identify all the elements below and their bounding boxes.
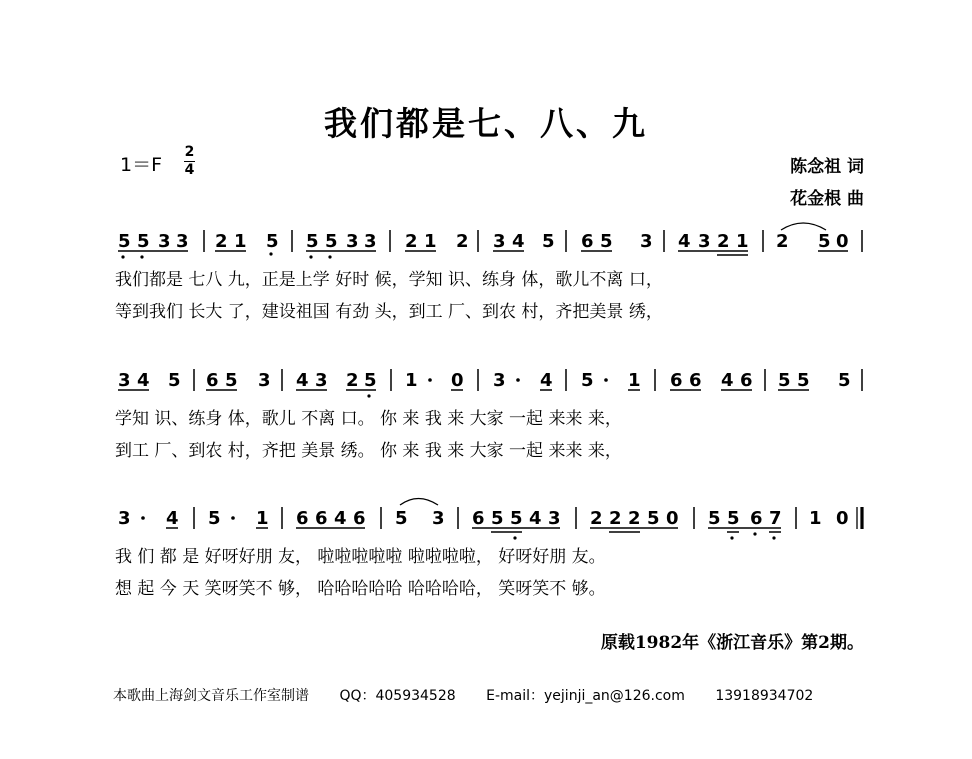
note: 5 (647, 508, 660, 529)
note: 6 (353, 508, 366, 529)
measure-1-8 (776, 223, 849, 252)
source-note: 原载1982年《浙江音乐》第2期。 (600, 633, 864, 653)
measure-2-2 (206, 370, 271, 391)
note: 6 (296, 508, 309, 529)
time-signature-bottom: 4 (184, 162, 195, 178)
note: 1 (256, 508, 269, 529)
note: 5 (600, 231, 613, 252)
note: 0 (451, 370, 464, 391)
note: 5 (137, 231, 150, 252)
note: 5 (778, 370, 791, 391)
measure-3-7 (708, 508, 782, 540)
note: 7 (769, 508, 782, 529)
note: 6 (315, 508, 328, 529)
note: 2 (215, 231, 228, 252)
note: 6 (689, 370, 702, 391)
measure-2-3 (296, 370, 377, 398)
note: 5 (581, 370, 594, 391)
note: 5 (510, 508, 523, 529)
note: 3 (493, 231, 506, 252)
note: 3 (346, 231, 359, 252)
measure-2-6 (581, 370, 641, 391)
lyrics-row-2-verse-1: 学知 识、练身 体，歌儿 不离 口。 你 来 我 来 大家 一起 来来 来， (115, 409, 622, 429)
note: 5 (708, 508, 721, 529)
lyrics-row-3-verse-2: 想 起 今 天 笑呀笑不 够， 哈哈哈哈哈 哈哈哈哈， 笑呀笑不 够。 (115, 579, 606, 599)
note: 5 (168, 370, 181, 391)
note: 2 (405, 231, 418, 252)
composer-credit: 花金根 曲 (790, 189, 864, 209)
measure-3-6 (590, 508, 679, 532)
note: 4 (512, 231, 525, 252)
note: 0 (666, 508, 679, 529)
note: 5 (797, 370, 810, 391)
measure-1-5 (493, 231, 555, 252)
measure-3-3 (296, 508, 366, 529)
measure-2-4 (405, 370, 464, 391)
footer (113, 685, 839, 705)
note: 3 (176, 231, 189, 252)
measure-2-5 (493, 370, 553, 391)
footer-qq: QQ：405934528 (339, 688, 456, 704)
measure-1-4 (405, 231, 469, 252)
note: 5 (266, 231, 279, 252)
measure-3-1 (118, 508, 179, 529)
note: 0 (836, 231, 849, 252)
note: 2 (590, 508, 603, 529)
note: 4 (296, 370, 309, 391)
footer-studio: 本歌曲上海剑文音乐工作室制谱 (113, 688, 309, 704)
note: 3 (118, 508, 131, 529)
note: 3 (432, 508, 445, 529)
note: 3 (364, 231, 377, 252)
measure-3-5 (472, 508, 561, 540)
note: 6 (206, 370, 219, 391)
note: 5 (838, 370, 851, 391)
note: 6 (740, 370, 753, 391)
score-row-2 (118, 369, 862, 398)
note: 5 (727, 508, 740, 529)
note: 6 (670, 370, 683, 391)
note: 3 (548, 508, 561, 529)
note: 5 (818, 231, 831, 252)
note: 4 (540, 370, 553, 391)
note: 2 (609, 508, 622, 529)
note: 3 (698, 231, 711, 252)
measure-1-2 (215, 231, 279, 256)
note: 5 (208, 508, 221, 529)
measure-2-1 (118, 370, 181, 391)
note: 4 (166, 508, 179, 529)
measure-3-4 (395, 499, 445, 530)
note: 3 (158, 231, 171, 252)
note: 4 (721, 370, 734, 391)
measure-1-1 (118, 231, 189, 259)
note: 2 (717, 231, 730, 252)
measure-1-3 (306, 231, 377, 259)
note: 6 (472, 508, 485, 529)
note: 1 (736, 231, 749, 252)
note: 5 (325, 231, 338, 252)
score-row-3 (118, 499, 862, 540)
measure-3-2 (208, 508, 269, 529)
note: 5 (364, 370, 377, 391)
note: 3 (315, 370, 328, 391)
note: 1 (234, 231, 247, 252)
lyrics-row-1-verse-1: 我们都是 七八 九，正是上学 好时 候，学知 识、练身 体，歌儿不离 口， (115, 270, 663, 290)
note: 1 (628, 370, 641, 391)
note: 6 (750, 508, 763, 529)
note: 5 (395, 508, 408, 529)
note: 5 (225, 370, 238, 391)
note: 5 (118, 231, 131, 252)
note: 0 (836, 508, 849, 529)
lyrics-row-3-verse-1: 我 们 都 是 好呀好朋 友， 啦啦啦啦啦 啦啦啦啦， 好呀好朋 友。 (115, 547, 606, 567)
note: 4 (529, 508, 542, 529)
measure-3-8 (809, 508, 849, 529)
key-signature: 1＝F (120, 154, 163, 176)
note: 5 (542, 231, 555, 252)
footer-phone: 13918934702 (715, 688, 814, 704)
note: 4 (334, 508, 347, 529)
lyrics-row-1-verse-2: 等到我们 长大 了，建设祖国 有劲 头，到工 厂、到农 村，齐把美景 绣， (115, 302, 663, 322)
note: 1 (424, 231, 437, 252)
measure-1-7 (678, 231, 749, 255)
note: 1 (405, 370, 418, 391)
note: 6 (581, 231, 594, 252)
note: 2 (346, 370, 359, 391)
note: 3 (640, 231, 653, 252)
note: 4 (678, 231, 691, 252)
note: 4 (137, 370, 150, 391)
time-signature-top: 2 (184, 144, 195, 160)
footer-email[interactable]: E-mail：yejinji_an@126.com (486, 688, 685, 704)
lyricist-credit: 陈念祖 词 (790, 157, 864, 177)
note: 2 (628, 508, 641, 529)
measure-1-6 (581, 231, 653, 252)
note: 5 (491, 508, 504, 529)
note: 1 (809, 508, 822, 529)
note: 2 (456, 231, 469, 252)
note: 2 (776, 231, 789, 252)
lyrics-row-2-verse-2: 到工 厂、到农 村，齐把 美景 绣。 你 来 我 来 大家 一起 来来 来， (115, 441, 622, 461)
note: 3 (493, 370, 506, 391)
measure-2-8 (778, 370, 851, 391)
page-title: 我们都是七、八、九 (324, 104, 648, 143)
note: 3 (118, 370, 131, 391)
score-row-1 (118, 223, 862, 259)
note: 5 (306, 231, 319, 252)
measure-2-7 (670, 370, 753, 391)
note: 3 (258, 370, 271, 391)
